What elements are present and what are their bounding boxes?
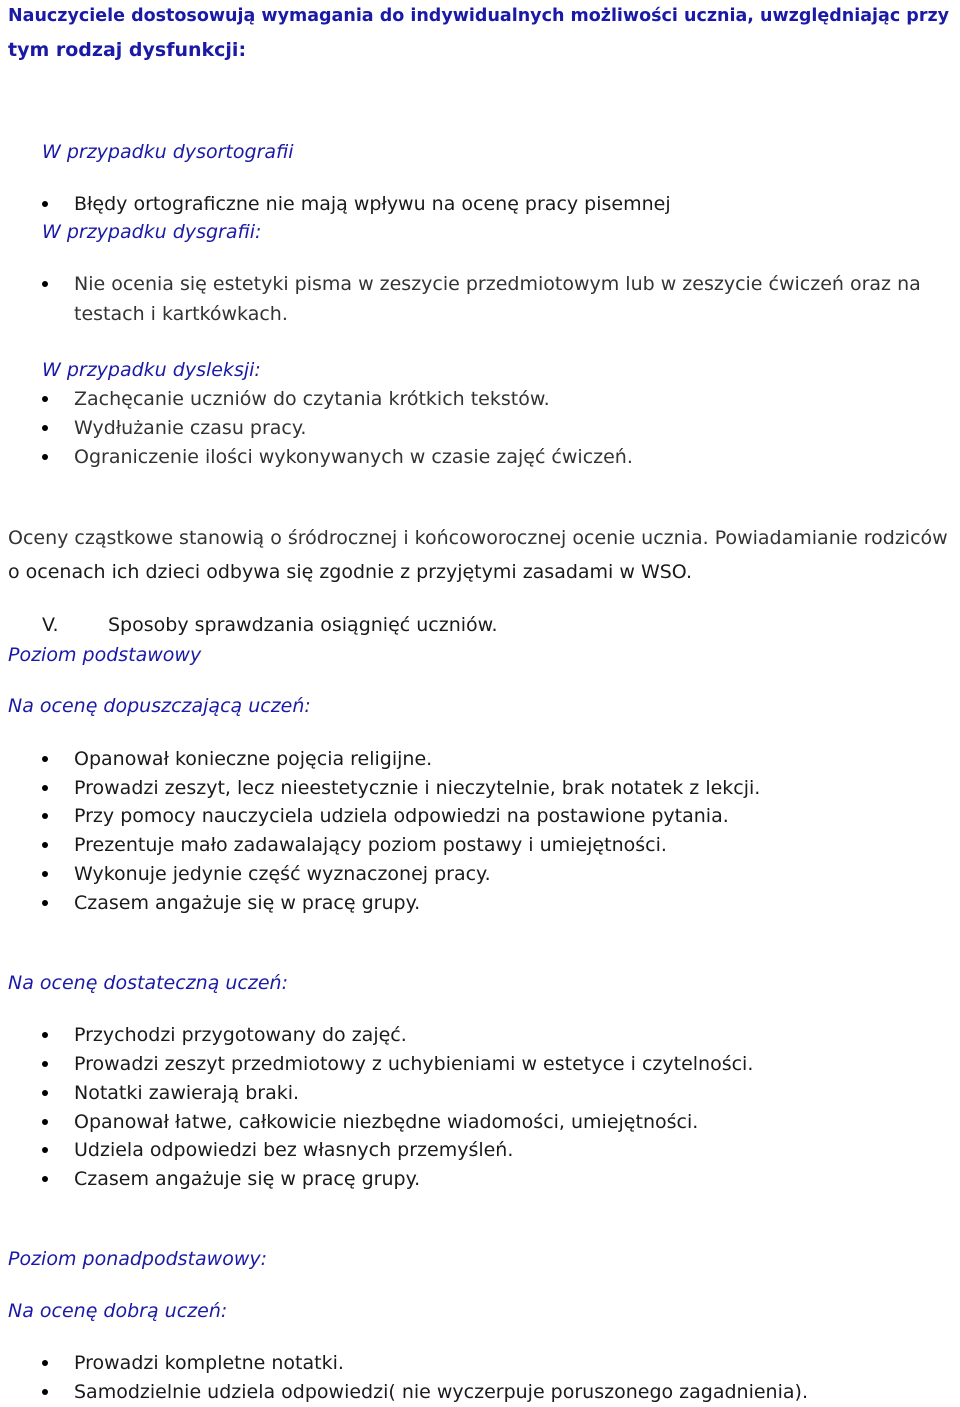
intro-line-2: tym rodzaj dysfunkcji:: [8, 39, 247, 61]
list-item: Prowadzi kompletne notatki.: [74, 1352, 344, 1374]
heading-ocena-dopuszczajaca: Na ocenę dopuszczającą uczeń:: [8, 695, 311, 717]
list-item: Przychodzi przygotowany do zajęć.: [74, 1024, 407, 1046]
section-number: V.: [42, 614, 59, 636]
list-item: Przy pomocy nauczyciela udziela odpowiedzi na postawione pytania.: [74, 805, 729, 827]
list-item: Czasem angażuje się w pracę grupy.: [74, 1168, 421, 1190]
list-item: Czasem angażuje się w pracę grupy.: [74, 892, 421, 914]
list-item: Opanował łatwe, całkowicie niezbędne wiadomości, umiejętności.: [74, 1111, 699, 1133]
list-item-continuation: testach i kartkówkach.: [74, 303, 288, 325]
list-item: Prezentuje mało zadawalający poziom postawy i umiejętności.: [74, 834, 667, 856]
heading-ocena-dostateczna: Na ocenę dostateczną uczeń:: [8, 972, 288, 994]
list-item: Wykonuje jedynie część wyznaczonej pracy.: [74, 863, 491, 885]
heading-ocena-dobra: Na ocenę dobrą uczeń:: [8, 1300, 228, 1322]
heading-poziom-ponadpodstawowy: Poziom ponadpodstawowy:: [8, 1248, 268, 1270]
oceny-paragraph-line-2: o ocenach ich dzieci odbywa się zgodnie z przyjętymi zasadami w WSO.: [8, 561, 693, 583]
oceny-text-continued: Powiadamianie rodziców: [714, 527, 948, 549]
heading-poziom-podstawowy: Poziom podstawowy: [8, 644, 202, 666]
list-item: Błędy ortograficzne nie mają wpływu na ocenę pracy pisemnej: [74, 193, 671, 215]
section-title: Sposoby sprawdzania osiągnięć uczniów.: [108, 614, 498, 636]
list-item: Nie ocenia się estetyki pisma w zeszycie przedmiotowym lub w zeszycie ćwiczeń oraz na: [74, 273, 921, 295]
list-item: Zachęcanie uczniów do czytania krótkich tekstów.: [74, 388, 550, 410]
list-item: Udziela odpowiedzi bez własnych przemyśleń.: [74, 1139, 514, 1161]
oceny-text: Oceny cząstkowe stanowią o śródrocznej i końcoworocznej ocenie ucznia.: [8, 527, 715, 549]
heading-dysortografia: W przypadku dysortografii: [42, 141, 294, 163]
heading-dysgrafia: W przypadku dysgrafii:: [42, 221, 262, 243]
list-item: Samodzielnie udziela odpowiedzi( nie wyczerpuje poruszonego zagadnienia).: [74, 1381, 808, 1403]
heading-dysleksja: W przypadku dysleksji:: [42, 359, 261, 381]
list-item: Prowadzi zeszyt, lecz nieestetycznie i nieczytelnie, brak notatek z lekcji.: [74, 777, 761, 799]
list-item: Notatki zawierają braki.: [74, 1082, 300, 1104]
list-item: Ograniczenie ilości wykonywanych w czasie zajęć ćwiczeń.: [74, 446, 633, 468]
list-item: Wydłużanie czasu pracy.: [74, 417, 307, 439]
list-item: Prowadzi zeszyt przedmiotowy z uchybieniami w estetyce i czytelności.: [74, 1053, 754, 1075]
intro-line-1: Nauczyciele dostosowują wymagania do indywidualnych możliwości ucznia, uwzględniając przy: [8, 6, 950, 26]
oceny-paragraph-line-1: [8, 526, 948, 550]
list-item: Opanował konieczne pojęcia religijne.: [74, 748, 433, 770]
